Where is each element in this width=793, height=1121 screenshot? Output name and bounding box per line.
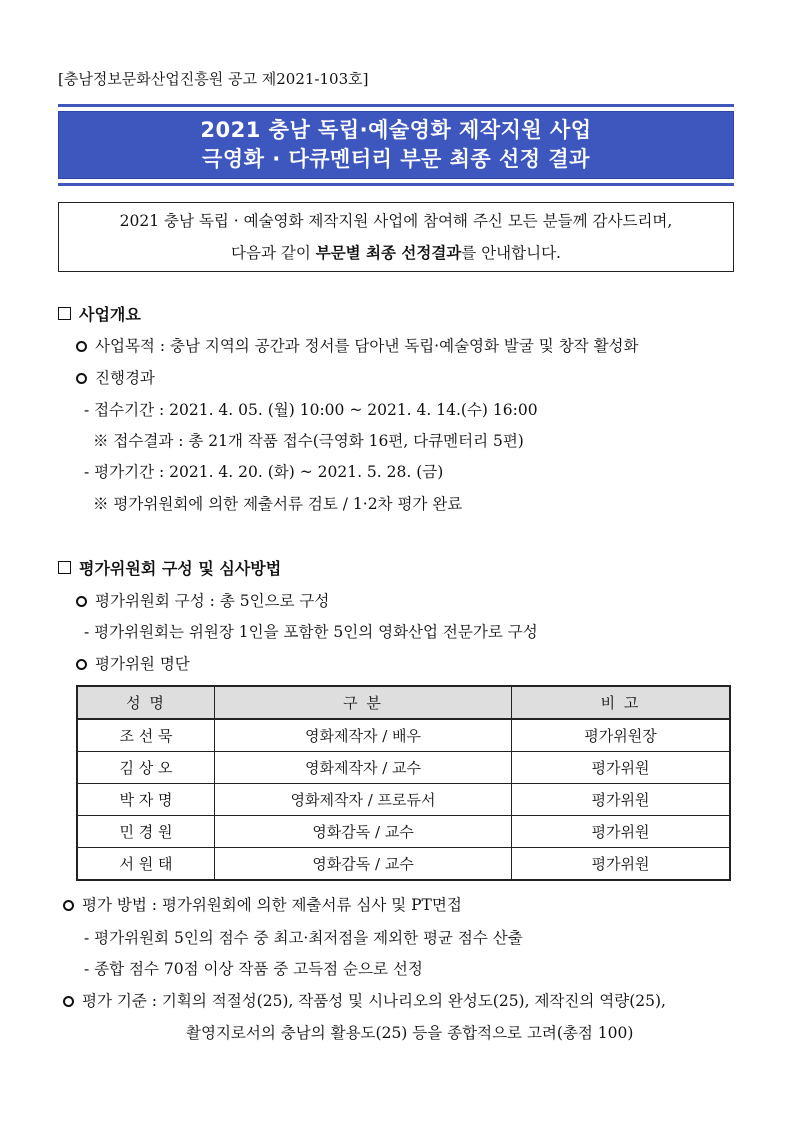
cell-category: 영화제작자 / 프로듀서: [215, 784, 512, 816]
circle-bullet-icon: [76, 659, 87, 670]
intro-line-2-pre: 다음과 같이: [231, 243, 316, 262]
cell-remark: 평가위원: [512, 816, 731, 848]
title-banner: [58, 104, 734, 186]
section-heading-overview: [58, 302, 141, 325]
circle-bullet-icon: [63, 900, 74, 911]
purpose-line: [76, 334, 638, 356]
table-row: [77, 752, 730, 784]
method-line: [63, 893, 462, 915]
title-line-2: 극영화 · 다큐멘터리 부문 최종 선정 결과: [202, 147, 590, 171]
cell-remark: 평가위원: [512, 784, 731, 816]
receipt-result: ※ 접수결과 : 총 21개 작품 접수(극영화 16편, 다큐멘터리 5편): [93, 432, 524, 450]
title-line-1: 2021 충남 독립·예술영화 제작지원 사업: [200, 118, 592, 142]
title-band: [58, 111, 734, 179]
intro-box: [58, 202, 734, 272]
cell-category: 영화제작자 / 교수: [215, 752, 512, 784]
cell-name: 김 상 오: [77, 752, 215, 784]
cell-remark: 평가위원: [512, 752, 731, 784]
progress-text: 진행경과: [95, 369, 155, 387]
cell-category: 영화감독 / 교수: [215, 816, 512, 848]
criteria-text-2: 촬영지로서의 충남의 활용도(25) 등을 종합적으로 고려(총점 100): [186, 1024, 634, 1042]
method-text: 평가 방법 : 평가위원회에 의한 제출서류 심사 및 PT면접: [82, 896, 462, 914]
square-bullet-icon: [58, 561, 71, 574]
header-remark: 비 고: [512, 686, 731, 719]
table-row: [77, 816, 730, 848]
method-detail-2: - 종합 점수 70점 이상 작품 중 고득점 순으로 선정: [84, 960, 423, 978]
circle-bullet-icon: [76, 373, 87, 384]
circle-bullet-icon: [63, 996, 74, 1007]
evaluation-period: - 평가기간 : 2021. 4. 20. (화) ~ 2021. 5. 28. (금): [84, 463, 444, 481]
cell-name: 조 선 묵: [77, 719, 215, 752]
method-detail-1: - 평가위원회 5인의 점수 중 최고·최저점을 제외한 평균 점수 산출: [84, 929, 523, 947]
notice-number: [충남정보문화산업진흥원 공고 제2021-103호]: [58, 70, 369, 88]
square-bullet-icon: [58, 307, 71, 320]
table-row: [77, 719, 730, 752]
cell-name: 박 자 명: [77, 784, 215, 816]
header-name: 성 명: [77, 686, 215, 719]
table-row: [77, 848, 730, 881]
roster-line: [76, 652, 190, 674]
section-heading-committee-text: 평가위원회 구성 및 심사방법: [79, 559, 282, 578]
table-header-row: [77, 686, 730, 719]
intro-line-2: [231, 237, 561, 269]
criteria-text-1: 평가 기준 : 기획의 적절성(25), 작품성 및 시나리오의 완성도(25), 제작진의 역량(25),: [82, 992, 666, 1010]
committee-table: [76, 685, 731, 881]
title-rule-bottom: [58, 183, 734, 186]
section-heading-committee: [58, 556, 281, 579]
purpose-text: 사업목적 : 충남 지역의 공간과 정서를 담아낸 독립·예술영화 발굴 및 창작 활성화: [95, 337, 639, 355]
cell-remark: 평가위원: [512, 848, 731, 881]
section-heading-overview-text: 사업개요: [79, 305, 141, 324]
roster-label: 평가위원 명단: [95, 655, 190, 673]
table-row: [77, 784, 730, 816]
evaluation-note: ※ 평가위원회에 의한 제출서류 검토 / 1·2차 평가 완료: [93, 495, 463, 513]
intro-line-2-post: 를 안내합니다.: [461, 243, 561, 262]
cell-category: 영화감독 / 교수: [215, 848, 512, 881]
criteria-line: [63, 989, 666, 1011]
circle-bullet-icon: [76, 596, 87, 607]
intro-line-1: 2021 충남 독립 · 예술영화 제작지원 사업에 참여해 주신 모든 분들께 감사드리며,: [119, 211, 673, 230]
cell-remark: 평가위원장: [512, 719, 731, 752]
cell-name: 서 원 태: [77, 848, 215, 881]
header-category: 구 분: [215, 686, 512, 719]
cell-category: 영화제작자 / 배우: [215, 719, 512, 752]
intro-line-2-bold: 부문별 최종 선정결과: [315, 242, 462, 262]
circle-bullet-icon: [76, 341, 87, 352]
cell-name: 민 경 원: [77, 816, 215, 848]
composition-text: 평가위원회 구성 : 총 5인으로 구성: [95, 592, 330, 610]
composition-line: [76, 589, 329, 611]
composition-detail: - 평가위원회는 위원장 1인을 포함한 5인의 영화산업 전문가로 구성: [84, 623, 538, 641]
progress-line: [76, 366, 155, 388]
title-rule-top: [58, 104, 734, 107]
receipt-period: - 접수기간 : 2021. 4. 05. (월) 10:00 ~ 2021. 4. 14.(수) 16:00: [84, 401, 538, 419]
